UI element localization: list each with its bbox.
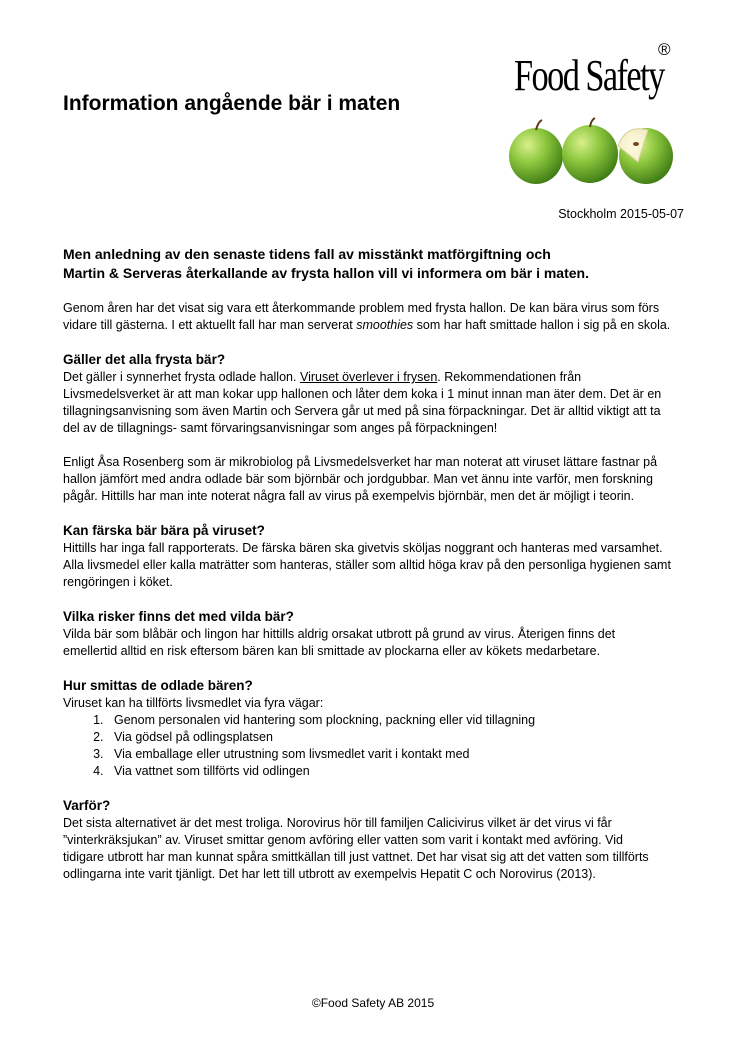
text-line: Livsmedelsverket är att man kokar upp hallonen och låter dem koka i 1 minut innan man äter dem. Det är en	[63, 387, 662, 401]
text-line: odlingarna inte varit tjänligt. Det har lett till utbrott av exempelvis Hepatit C och Norovirus (2013).	[63, 867, 596, 881]
text-fragment: som har haft smittade hallon i sig på en skola.	[413, 318, 671, 332]
list-item: 3. Via emballage eller utrustning som livsmedlet varit i kontakt med	[107, 746, 688, 763]
document-body	[63, 300, 688, 883]
numbered-list	[63, 712, 688, 780]
text-fragment: . Rekommendationen från	[437, 370, 582, 384]
section-frysta-paragraph-2	[63, 454, 688, 505]
section-frysta-bar	[63, 351, 688, 437]
logo-wordmark: Food Safety	[514, 51, 664, 100]
registered-mark: ®	[658, 40, 671, 59]
text-line	[63, 317, 688, 334]
intro-heading-line: Men anledning av den senaste tidens fall av misstänkt matförgiftning och	[63, 246, 551, 262]
section-heading: Kan färska bär bära på viruset?	[63, 523, 265, 538]
list-item: 4. Via vattnet som tillförts vid odlingen	[107, 763, 688, 780]
text-line: Genom åren har det visat sig vara ett återkommande problem med frysta hallon. De kan bära virus som förs	[63, 301, 660, 315]
section-heading: Vilka risker finns det med vilda bär?	[63, 609, 294, 624]
text-line	[63, 369, 688, 386]
text-fragment: Det gäller i synnerhet frysta odlade hallon.	[63, 370, 300, 384]
text-line: rengöringen i köket.	[63, 575, 173, 589]
list-item: 2. Via gödsel på odlingsplatsen	[107, 729, 688, 746]
text-line: Enligt Åsa Rosenberg som är mikrobiolog på Livsmedelsverket har man noterat att viruset lättare fastnar på	[63, 455, 658, 469]
section-vilda-bar	[63, 608, 688, 660]
text-line: ”vinterkräksjukan” av. Viruset smittar genom avföring eller vatten som varit i kontakt med avföring. Vid	[63, 833, 623, 847]
text-line: Vilda bär som blåbär och lingon har hittills aldrig orsakat utbrott på grund av virus. Återigen finns det	[63, 627, 616, 641]
intro-paragraph	[63, 300, 688, 334]
text-line: Det sista alternativet är det mest troliga. Norovirus hör till familjen Calicivirus vilket är det virus vi får	[63, 816, 612, 830]
food-safety-logo	[506, 40, 678, 190]
page-footer: ©Food Safety AB 2015	[311, 996, 435, 1010]
text-line: Viruset kan ha tillförts livsmedlet via fyra vägar:	[63, 696, 324, 710]
green-apples-icon	[506, 116, 678, 190]
text-line: emellertid alltid en risk eftersom bären kan bli smittade av plockarna eller av kökets medarbetare.	[63, 644, 601, 658]
text-line: hallon jämfört med andra odlade bär som björnbär och jordgubbar. Man vet ännu inte varför, men forskning	[63, 472, 653, 486]
text-fragment: vidare till gästerna. I ett aktuellt fall har man serverat	[63, 318, 357, 332]
section-heading: Varför?	[63, 798, 111, 813]
underlined-text: Viruset överlever i frysen	[299, 370, 438, 384]
page-title: Information angående bär i maten	[63, 92, 401, 115]
document-date: Stockholm 2015-05-07	[558, 207, 684, 221]
section-smittvagar	[63, 677, 688, 780]
text-line: del av de tillagnings- samt förvaringsanvisningar som anges på förpackningen!	[63, 421, 498, 435]
text-line: tidigare utbrott har man kunnat spåra smittkällan till just vattnet. Det har visat sig att det vatten som tillförts	[63, 850, 649, 864]
intro-heading	[63, 245, 703, 283]
section-heading: Hur smittas de odlade bären?	[63, 678, 253, 693]
emphasis-smoothies: smoothies	[356, 318, 414, 332]
text-line: pågår. Hittills har man inte noterat några fall av virus på exempelvis björnbär, men det är möjligt i teorin.	[63, 489, 635, 503]
section-heading: Gäller det alla frysta bär?	[63, 352, 226, 367]
list-item: 1. Genom personalen vid hantering som plockning, packning eller vid tillagning	[107, 712, 688, 729]
section-farska-bar	[63, 522, 688, 591]
intro-heading-line: Martin & Serveras återkallande av frysta hallon vill vi informera om bär i maten.	[63, 265, 589, 281]
text-line: tillagningsanvisning som även Martin och Servera går ut med på sina förpackningar. Det är alltid viktigt att ta	[63, 404, 661, 418]
text-line: Alla livsmedel eller kalla maträtter som hanteras, ställer som alltid höga krav på den personliga hygienen samt	[63, 558, 671, 572]
section-varfor	[63, 797, 688, 883]
text-line: Hittills har inga fall rapporterats. De färska bären ska givetvis sköljas noggrant och hanteras med varsamhet.	[63, 541, 663, 555]
